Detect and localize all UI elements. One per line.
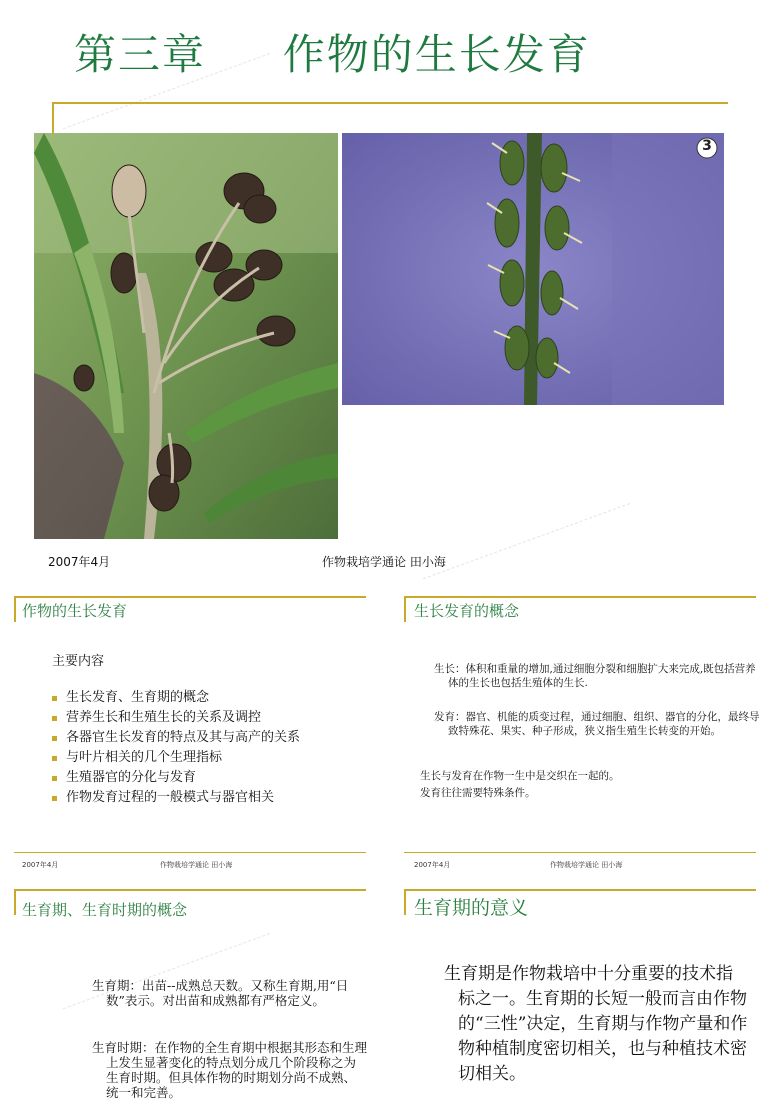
significance-text: 生育期是作物栽培中十分重要的技术指标之一。生育期的长短一般而言由作物的“三性”决定，生育期与作物产量和作物种植制度密切相关，也与种植技术密切相关。 [444, 964, 748, 1084]
slide2-heading: 作物的生长发育 [22, 602, 128, 620]
slide2-side-rule [14, 596, 16, 622]
slide4-heading: 生育期、生育时期的概念 [22, 901, 188, 919]
slide3-footer-course: 作物栽培学通论 田小海 [550, 861, 623, 869]
list-item: 营养生长和生殖生长的关系及调控 [52, 708, 362, 728]
list-item: 与叶片相关的几个生理指标 [52, 748, 362, 768]
slide2-footer-date: 2007年4月 [22, 861, 59, 869]
slide3-footer-date: 2007年4月 [414, 861, 451, 869]
chapter-title: 第三章 作物的生长发育 [74, 30, 591, 79]
slide2-bottom-rule [14, 852, 366, 853]
slide3-heading: 生长发育的概念 [414, 602, 520, 620]
slide2-footer-course: 作物栽培学通论 田小海 [160, 861, 233, 869]
photo-number-badge: 3 [702, 138, 712, 154]
slide2-content-list [52, 688, 362, 808]
title-rule [52, 102, 728, 104]
footer-date: 2007年4月 [48, 555, 111, 569]
slide5-top-rule [404, 889, 756, 891]
list-item: 作物发育过程的一般模式与器官相关 [52, 788, 362, 808]
millet-seed-photo [34, 133, 338, 539]
growth-definition: 生长：体积和重量的增加,通过细胞分裂和细胞扩大来完成,既包括营养体的生长也包括生殖体的生长. [434, 663, 756, 689]
grass-spike-photo [342, 133, 724, 405]
growth-stage-definition: 生育时期：在作物的全生育期中根据其形态和生理上发生显著变化的特点划分成几个阶段称之为生育时期。但具体作物的时期划分尚不成熟、统一和完善。 [92, 1040, 368, 1100]
slide3-top-rule [404, 596, 756, 598]
slide5-side-rule [404, 889, 406, 915]
slide3-bottom-rule [404, 852, 756, 853]
condition-line: 发育往往需要特殊条件。 [420, 787, 536, 799]
list-item: 各器官生长发育的特点及其与高产的关系 [52, 728, 362, 748]
growth-period-definition: 生育期：出苗--成熟总天数。又称生育期,用“日数”表示。对出苗和成熟都有严格定义。 [92, 978, 349, 1008]
footer-course: 作物栽培学通论 田小海 [322, 555, 446, 569]
slide2-subheading: 主要内容 [52, 654, 105, 669]
development-definition: 发育：器官、机能的质变过程，通过细胞、组织、器官的分化，最终导致特殊花、果实、种子形成，狭义指生殖生长转变的开始。 [434, 711, 760, 737]
relation-line: 生长与发育在作物一生中是交织在一起的。 [420, 770, 620, 782]
slide4-side-rule [14, 889, 16, 915]
slide3-side-rule [404, 596, 406, 622]
watermark-line [423, 503, 637, 598]
slide2-top-rule [14, 596, 366, 598]
slide4-top-rule [14, 889, 366, 891]
list-item: 生殖器官的分化与发育 [52, 768, 362, 788]
slide5-heading: 生育期的意义 [414, 897, 529, 919]
list-item: 生长发育、生育期的概念 [52, 688, 362, 708]
